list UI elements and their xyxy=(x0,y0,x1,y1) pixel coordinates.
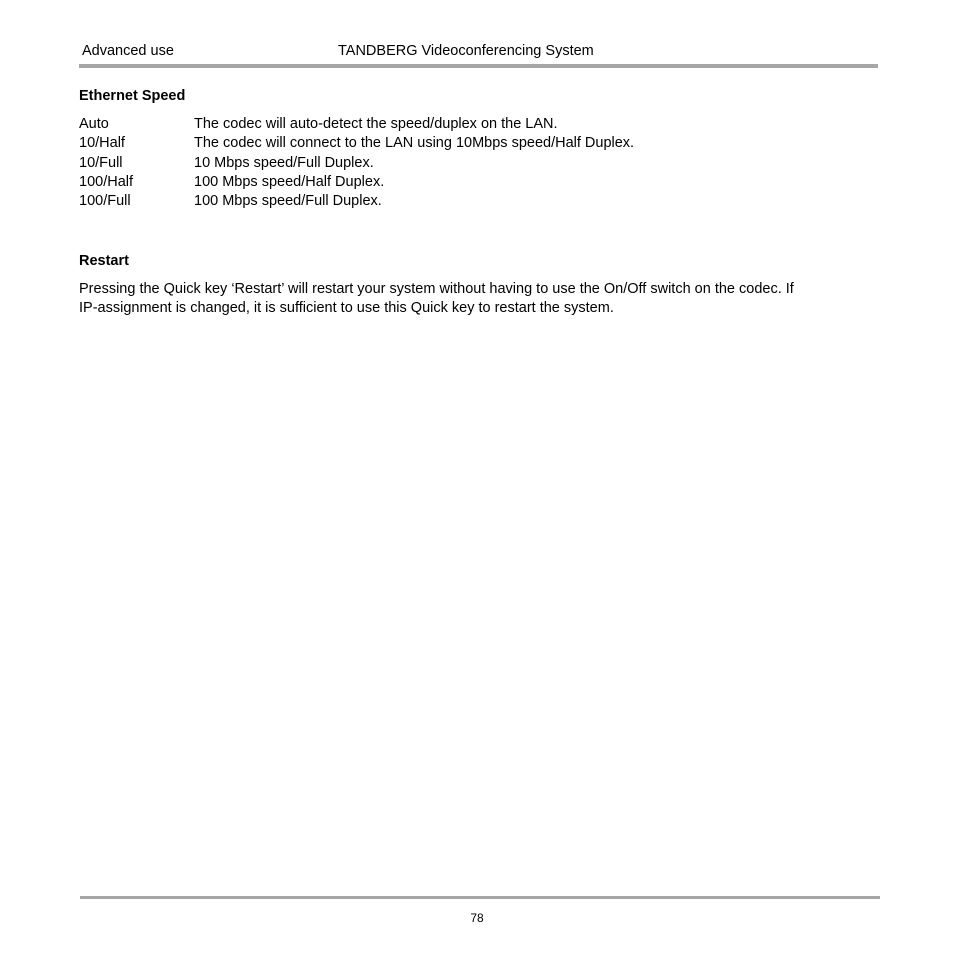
restart-heading: Restart xyxy=(79,253,129,269)
paragraph-line: Pressing the Quick key ‘Restart’ will restart your system without having to use the On/Off switch on the codec. If xyxy=(79,281,794,297)
option-description: 100 Mbps speed/Half Duplex. xyxy=(194,173,385,190)
page-number: 78 xyxy=(470,911,484,925)
paragraph-line: IP-assignment is changed, it is sufficient to use this Quick key to restart the system. xyxy=(79,300,614,316)
option-key: Auto xyxy=(79,116,109,132)
option-row xyxy=(79,135,859,154)
option-description: 100 Mbps speed/Full Duplex. xyxy=(194,193,382,210)
option-key: 100/Full xyxy=(79,193,131,210)
option-key: 10/Half xyxy=(79,135,125,152)
header-divider xyxy=(79,64,878,68)
option-row xyxy=(79,155,859,174)
option-description: The codec will connect to the LAN using 10Mbps speed/Half Duplex. xyxy=(194,135,635,152)
footer-divider xyxy=(80,896,880,899)
header-section-label: Advanced use xyxy=(82,43,174,59)
ethernet-speed-options xyxy=(79,116,859,212)
option-row xyxy=(79,116,859,135)
option-key: 100/Half xyxy=(79,173,134,190)
option-key: 10/Full xyxy=(79,154,123,171)
ethernet-speed-heading: Ethernet Speed xyxy=(79,88,186,104)
restart-paragraph xyxy=(79,280,879,318)
option-row xyxy=(79,193,859,212)
option-description: 10 Mbps speed/Full Duplex. xyxy=(194,154,374,171)
option-row xyxy=(79,174,859,193)
header-document-title: TANDBERG Videoconferencing System xyxy=(338,43,594,59)
option-description: The codec will auto-detect the speed/duplex on the LAN. xyxy=(194,116,558,132)
